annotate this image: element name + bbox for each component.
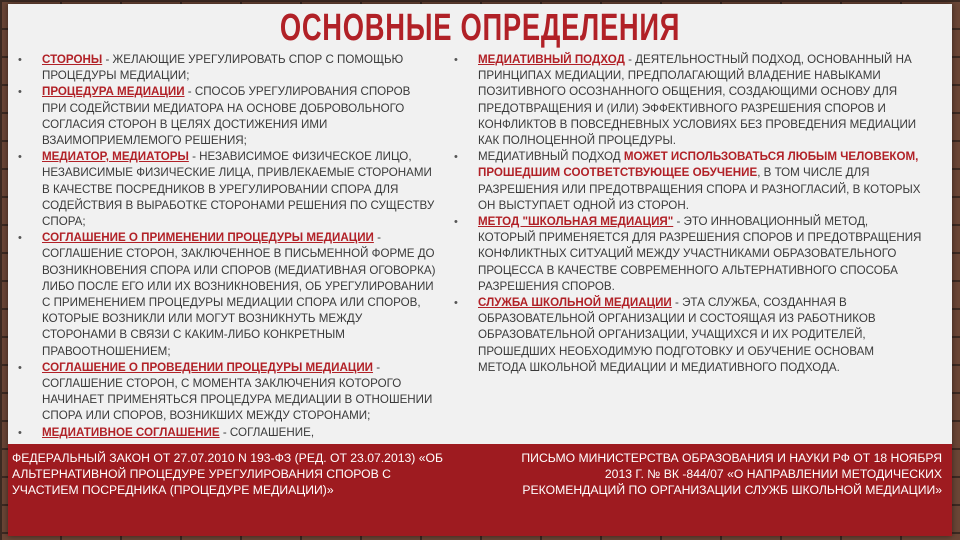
bullet-icon: • — [18, 54, 22, 66]
definition-text: - СОГЛАШЕНИЕ, — [219, 425, 315, 439]
definition-term: СТОРОНЫ — [42, 53, 103, 66]
bullet-icon: • — [18, 86, 22, 99]
definition-text: - СОГЛАШЕНИЕ СТОРОН, ЗАКЛЮЧЕННОЕ В ПИСЬМЕННОЙ ФОРМЕ ДО ВОЗНИКНОВЕНИЯ СПОРА ИЛИ СПОРОВ (МЕДИАТИВНАЯ ОГОВОРКА) ЛИБО ПОСЛЕ ЕГО ИЛИ ИХ ВОЗНИКНОВЕНИЯ, ОБ УРЕГУЛИРОВАНИИ С ПРИМЕНЕНИЕМ ПРОЦЕДУРЫ МЕДИАЦИИ СПОРА ИЛИ СПОРОВ, КОТОРЫЕ ВОЗНИКЛИ ИЛИ МОГУТ ВОЗНИКНУТЬ МЕЖДУ СТОРОНАМИ В СВЯЗИ С КАКИМ-ЛИБО КОНКРЕТНЫМ ПРАВООТНОШЕНИЕМ; — [42, 231, 436, 358]
bullet-icon: • — [454, 216, 458, 229]
definition-term: ПРОЦЕДУРА МЕДИАЦИИ — [42, 85, 185, 99]
definition-item — [16, 360, 436, 425]
definition-prefix: МЕДИАТИВНЫЙ ПОДХОД — [478, 150, 624, 164]
definition-term: МЕДИАТИВНОЕ СОГЛАШЕНИЕ — [42, 425, 220, 439]
definition-item — [16, 52, 436, 84]
definition-item — [16, 149, 436, 230]
definition-text: - ДЕЯТЕЛЬНОСТНЫЙ ПОДХОД, ОСНОВАННЫЙ НА ПРИНЦИПАХ МЕДИАЦИИ, ПРЕДПОЛАГАЮЩИЙ ВЛАДЕНИЕ НАВЫКАМИ ПОЗИТИВНОГО ОСОЗНАННОГО ОБЩЕНИЯ, СОЗДАЮЩИМИ ОСНОВУ ДЛЯ ПРЕДОТВРАЩЕНИЯ И (ИЛИ) ЭФФЕКТИВНОГО РАЗРЕШЕНИЯ СПОРОВ И КОНФЛИКТОВ В ПОВСЕДНЕВНЫХ УСЛОВИЯХ БЕЗ ПРОВЕДЕНИЯ МЕДИАЦИИ КАК ПОЛНОЦЕННОЙ ПРОЦЕДУРЫ. — [478, 53, 917, 148]
definition-highlight: МОЖЕТ ИСПОЛЬЗОВАТЬСЯ ЛЮБЫМ ЧЕЛОВЕКОМ, ПРОШЕДШИМ СООТВЕТСТВУЮЩЕЕ ОБУЧЕНИЕ — [478, 150, 919, 180]
definition-text: - СОГЛАШЕНИЕ СТОРОН, С МОМЕНТА ЗАКЛЮЧЕНИЯ КОТОРОГО НАЧИНАЕТ ПРИМЕНЯТЬСЯ ПРОЦЕДУРА МЕДИАЦИИ В ОТНОШЕНИИ СПОРА ИЛИ СПОРОВ, ВОЗНИКШИХ МЕЖДУ СТОРОНАМИ; — [42, 360, 433, 423]
definition-text: - ЖЕЛАЮЩИЕ УРЕГУЛИРОВАТЬ СПОР С ПОМОЩЬЮ ПРОЦЕДУРЫ МЕДИАЦИИ; — [42, 53, 404, 83]
definition-item — [452, 52, 922, 149]
definition-term: МЕДИАТИВНЫЙ ПОДХОД — [478, 53, 625, 66]
bullet-icon: • — [18, 426, 22, 439]
definition-item — [16, 84, 436, 149]
left-definitions-column — [16, 52, 436, 441]
definition-text: - ЭТО ИННОВАЦИОННЫЙ МЕТОД, КОТОРЫЙ ПРИМЕНЯЕТСЯ ДЛЯ РАЗРЕШЕНИЯ СПОРОВ И ПРЕДОТВРАЩЕНИЯ КОНФЛИКТНЫХ СИТУАЦИЙ МЕЖДУ УЧАСТНИКАМИ ОБРАЗОВАТЕЛЬНОГО ПРОЦЕССА В КАЧЕСТВЕ СОВРЕМЕННОГО АЛЬТЕРНАТИВНОГО СПОСОБА РАЗРЕШЕНИЯ СПОРОВ. — [478, 215, 922, 293]
footer-law-reference: ФЕДЕРАЛЬНЫЙ ЗАКОН ОТ 27.07.2010 N 193-ФЗ (РЕД. ОТ 23.07.2013) «ОБ АЛЬТЕРНАТИВНОЙ ПРОЦЕДУРЕ УРЕГУЛИРОВАНИЯ СПОРОВ С УЧАСТИЕМ ПОСРЕДНИКА (ПРОЦЕДУРЕ МЕДИАЦИИ)» — [12, 451, 443, 497]
definition-term: СЛУЖБА ШКОЛЬНОЙ МЕДИАЦИИ — [478, 296, 672, 310]
definition-term: СОГЛАШЕНИЕ О ПРИМЕНЕНИИ ПРОЦЕДУРЫ МЕДИАЦИИ — [42, 231, 374, 245]
definition-text: - СПОСОБ УРЕГУЛИРОВАНИЯ СПОРОВ ПРИ СОДЕЙСТВИИ МЕДИАТОРА НА ОСНОВЕ ДОБРОВОЛЬНОГО СОГЛАСИЯ СТОРОН В ЦЕЛЯХ ДОСТИЖЕНИЯ ИМИ ВЗАИМОПРИЕМЛЕМОГО РЕШЕНИЯ; — [42, 85, 411, 148]
definition-text: - НЕЗАВИСИМОЕ ФИЗИЧЕСКОЕ ЛИЦО, НЕЗАВИСИМЫЕ ФИЗИЧЕСКИЕ ЛИЦА, ПРИВЛЕКАЕМЫЕ СТОРОНАМИ В КАЧЕСТВЕ ПОСРЕДНИКОВ В УРЕГУЛИРОВАНИИ СПОРА ДЛЯ СОДЕЙСТВИЯ В ВЫРАБОТКЕ СТОРОНАМИ РЕШЕНИЯ ПО СУЩЕСТВУ СПОРА; — [42, 150, 435, 229]
footer-band — [8, 444, 952, 536]
bullet-icon: • — [18, 361, 22, 374]
definition-item — [452, 149, 922, 214]
definition-term: СОГЛАШЕНИЕ О ПРОВЕДЕНИИ ПРОЦЕДУРЫ МЕДИАЦИИ — [42, 360, 374, 374]
definition-term: МЕДИАТОР, МЕДИАТОРЫ — [42, 150, 189, 164]
definition-text: - ЭТА СЛУЖБА, СОЗДАННАЯ В ОБРАЗОВАТЕЛЬНОЙ ОРГАНИЗАЦИИ И СОСТОЯЩАЯ ИЗ РАБОТНИКОВ ОБРАЗОВАТЕЛЬНОЙ ОРГАНИЗАЦИИ, УЧАЩИХСЯ И ИХ РОДИТЕЛЕЙ, ПРОШЕДШИХ НЕОБХОДИМУЮ ПОДГОТОВКУ И ОБУЧЕНИЕ ОСНОВАМ МЕТОДА ШКОЛЬНОЙ МЕДИАЦИИ И МЕДИАТИВНОГО ПОДХОДА. — [478, 296, 876, 374]
definition-item — [16, 230, 436, 360]
bullet-icon: • — [454, 151, 458, 164]
bullet-icon: • — [18, 232, 22, 245]
definition-text: , В ТОМ ЧИСЛЕ ДЛЯ РАЗРЕШЕНИЯ ИЛИ ПРЕДОТВРАЩЕНИЯ СПОРА И РАЗНОГЛАСИЙ, В КОТОРЫХ ОН ВЫСТУПАЕТ ОДНОЙ ИЗ СТОРОН. — [478, 166, 921, 212]
bullet-icon: • — [18, 151, 22, 164]
definition-item — [452, 295, 922, 376]
slide — [8, 4, 952, 536]
definition-item — [16, 425, 436, 441]
bullet-icon: • — [454, 297, 458, 310]
bullet-icon: • — [454, 54, 458, 66]
definition-item — [452, 214, 922, 295]
definition-term: МЕТОД "ШКОЛЬНАЯ МЕДИАЦИЯ" — [478, 215, 674, 229]
footer-letter-reference: ПИСЬМО МИНИСТЕРСТВА ОБРАЗОВАНИЯ И НАУКИ РФ ОТ 18 НОЯБРЯ 2013 Г. № ВК -844/07 «О НАПРАВЛЕНИИ МЕТОДИЧЕСКИХ РЕКОМЕНДАЦИЙ ПО ОРГАНИЗАЦИИ СЛУЖБ ШКОЛЬНОЙ МЕДИАЦИИ» — [521, 451, 942, 497]
right-definitions-column — [452, 52, 922, 376]
slide-title: ОСНОВНЫЕ ОПРЕДЕЛЕНИЯ — [279, 7, 681, 49]
